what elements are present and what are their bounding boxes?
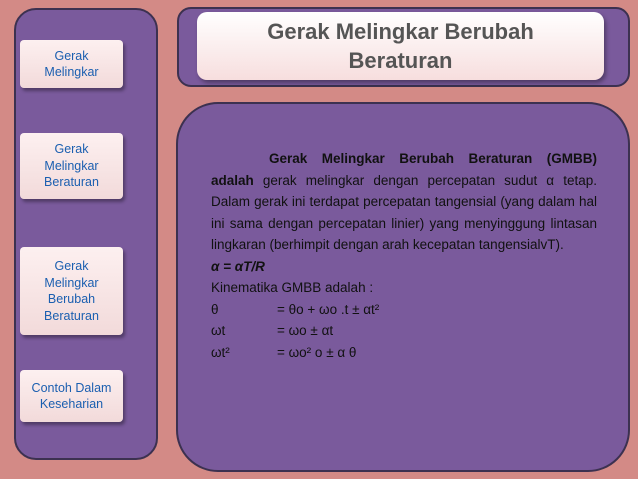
title-line-1: Gerak Melingkar Berubah [267, 19, 534, 44]
title-line-2: Beraturan [348, 48, 453, 73]
nav-label-line: Melingkar [44, 275, 99, 290]
nav-label-line: Beraturan [44, 308, 99, 323]
equation-rhs: = θo + ωo .t ± αt² [277, 301, 380, 317]
nav-gerak-melingkar-beraturan[interactable] [20, 133, 123, 199]
nav-label-line: Melingkar [44, 65, 99, 79]
nav-contoh-dalam-keseharian[interactable] [20, 370, 123, 422]
nav-label-line: Gerak [54, 142, 89, 157]
equation-lhs: ωt² [211, 344, 230, 360]
definition-text: gerak melingkar dengan percepatan sudut α tetap. Dalam gerak ini terdapat percepatan tangensial (yang dalam hal ini sama dengan percepatan linier) yang menyinggung lintasan lingkaran (berhimpit dengan arah kecepatan tangensialvT). [211, 172, 597, 252]
nav-label-line: Contoh Dalam [31, 380, 112, 395]
equation-rhs: = ωo ± αt [277, 323, 334, 338]
equation-row [211, 342, 597, 364]
angular-acceleration-formula: α = αT/R [211, 258, 265, 274]
definition-bold: Gerak Melingkar Berubah Beraturan (GMBB) adalah [211, 151, 597, 188]
equation-row [211, 320, 597, 342]
nav-label-line: Berubah [47, 292, 96, 306]
equation-rhs: = ωo² o ± α θ [277, 344, 357, 360]
kinematics-heading: Kinematika GMBB adalah : [211, 280, 374, 295]
nav-label-line: Melingkar [44, 158, 99, 173]
equation-lhs: ωt [211, 323, 226, 338]
nav-gerak-melingkar-berubah-beraturan[interactable] [20, 247, 123, 335]
equation-lhs: θ [211, 301, 219, 317]
equation-row [211, 299, 597, 321]
nav-label-line: Keseharian [39, 397, 104, 411]
page-title [197, 12, 604, 80]
nav-label-line: Beraturan [44, 175, 99, 190]
nav-label-line: Gerak [54, 48, 89, 63]
nav-gerak-melingkar[interactable] [20, 40, 123, 88]
nav-label-line: Gerak [54, 259, 89, 273]
content-body [211, 148, 597, 363]
definition-paragraph [211, 148, 597, 256]
